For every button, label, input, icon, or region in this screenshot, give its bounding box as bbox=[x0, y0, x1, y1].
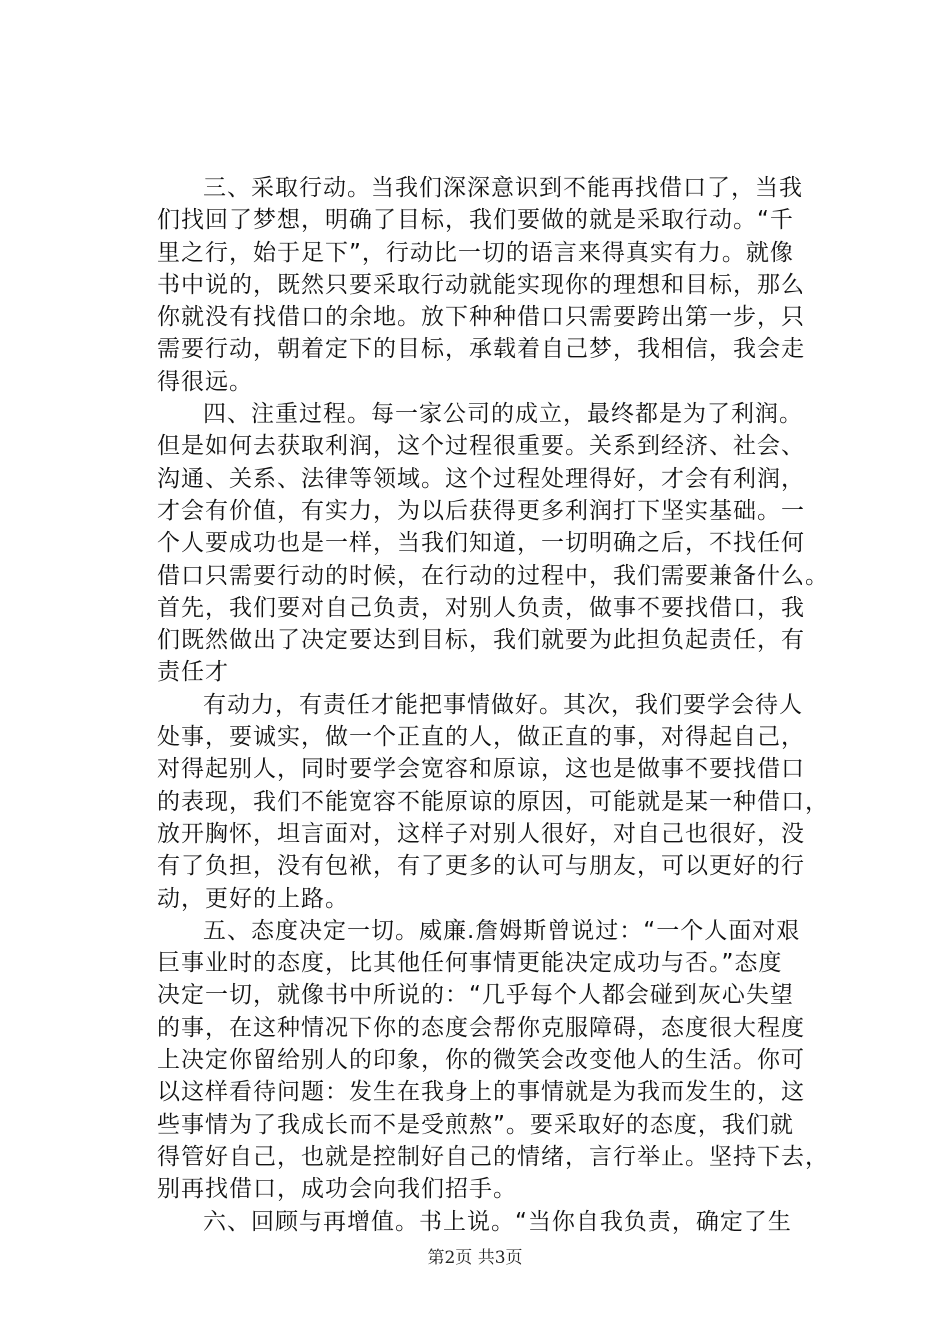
text-line: 们找回了梦想，明确了目标，我们要做的就是采取行动。“千 bbox=[157, 207, 794, 234]
text-line: 六、回顾与再增值。书上说。“当你自我负责，确定了生 bbox=[203, 1208, 792, 1235]
text-line: 处事，要诚实，做一个正直的人，做正直的事，对得起自己， bbox=[157, 724, 805, 751]
text-line: 个人要成功也是一样，当我们知道，一切明确之后，不找任何 bbox=[157, 530, 805, 557]
text-line: 但是如何去获取利润，这个过程很重要。关系到经济、社会、 bbox=[157, 433, 805, 460]
text-line: 你就没有找借口的余地。放下种种借口只需要跨出第一步，只 bbox=[157, 304, 805, 331]
text-line: 借口只需要行动的时候，在行动的过程中，我们需要兼备什么。 bbox=[157, 562, 829, 589]
body-text bbox=[157, 172, 837, 1238]
text-line: 有动力，有责任才能把事情做好。其次，我们要学会待人 bbox=[203, 691, 803, 718]
text-line: 别再找借口，成功会向我们招手。 bbox=[157, 1176, 517, 1203]
text-line: 得很远。 bbox=[157, 368, 253, 395]
text-line: 里之行，始于足下”，行动比一切的语言来得真实有力。就像 bbox=[157, 239, 794, 266]
text-line: 书中说的，既然只要采取行动就能实现你的理想和目标，那么 bbox=[157, 271, 805, 298]
text-line: 五、态度决定一切。威廉.詹姆斯曾说过：“一个人面对艰 bbox=[203, 917, 801, 944]
text-line: 动，更好的上路。 bbox=[157, 885, 349, 912]
text-line: 决定一切，就像书中所说的：“几乎每个人都会碰到灰心失望 bbox=[157, 982, 794, 1009]
text-line: 需要行动，朝着定下的目标，承载着自己梦，我相信，我会走 bbox=[157, 336, 805, 363]
text-line: 的表现，我们不能宽容不能原谅的原因，可能就是某一种借口， bbox=[157, 788, 829, 815]
text-line: 得管好自己，也就是控制好自己的情绪，言行举止。坚持下去， bbox=[157, 1143, 829, 1170]
text-line: 以这样看待问题：发生在我身上的事情就是为我而发生的，这 bbox=[157, 1079, 805, 1106]
text-line: 沟通、关系、法律等领域。这个过程处理得好，才会有利润， bbox=[157, 465, 805, 492]
text-line: 责任才 bbox=[157, 659, 229, 686]
page-footer: 第2页 共3页 bbox=[427, 1248, 523, 1268]
text-line: 巨事业时的态度，比其他任何事情更能决定成功与否。”态度 bbox=[157, 950, 783, 977]
text-line: 才会有价值，有实力，为以后获得更多利润打下坚实基础。一 bbox=[157, 497, 805, 524]
text-line: 三、采取行动。当我们深深意识到不能再找借口了，当我 bbox=[203, 175, 803, 201]
text-line: 首先，我们要对自己负责，对别人负责，做事不要找借口，我 bbox=[157, 594, 805, 621]
text-line: 们既然做出了决定要达到目标，我们就要为此担负起责任，有 bbox=[157, 627, 805, 654]
text-line: 有了负担，没有包袱，有了更多的认可与朋友，可以更好的行 bbox=[157, 853, 805, 880]
text-line: 对得起别人，同时要学会宽容和原谅，这也是做事不要找借口 bbox=[157, 756, 805, 783]
text-line: 上决定你留给别人的印象，你的微笑会改变他人的生活。你可 bbox=[157, 1047, 805, 1074]
text-line: 的事，在这种情况下你的态度会帮你克服障碍，态度很大程度 bbox=[157, 1014, 805, 1041]
text-line: 放开胸怀，坦言面对，这样子对别人很好，对自己也很好，没 bbox=[157, 820, 805, 847]
text-line: 些事情为了我成长而不是受煎熬”。要采取好的态度，我们就 bbox=[157, 1111, 794, 1138]
text-line: 四、注重过程。每一家公司的成立，最终都是为了利润。 bbox=[203, 401, 803, 428]
